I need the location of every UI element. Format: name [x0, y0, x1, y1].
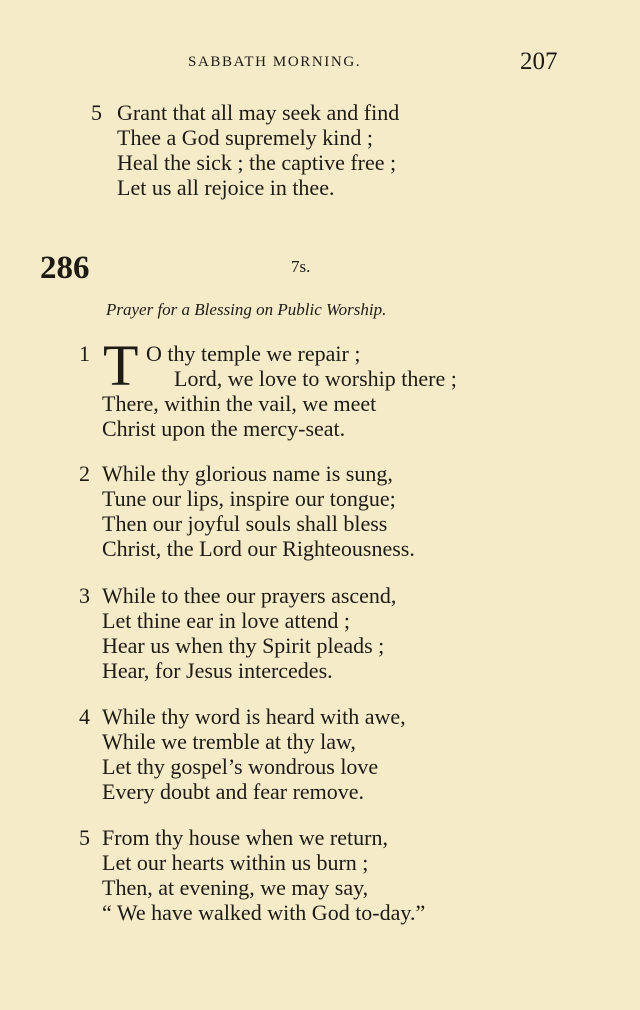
verse-line: Tune our lips, inspire our tongue;: [102, 486, 396, 511]
verse-line: Every doubt and fear remove.: [102, 779, 365, 804]
verse-line: Christ, the Lord our Righteousness.: [102, 536, 415, 561]
drop-cap: T: [103, 333, 139, 398]
verse-line: “ We have walked with God to-day.”: [102, 900, 426, 925]
verse-line: Let us all rejoice in thee.: [117, 175, 335, 200]
verse-line: While to thee our prayers ascend,: [102, 583, 397, 608]
verse-line: Lord, we love to worship there ;: [174, 366, 457, 391]
verse-line: Heal the sick ; the captive free ;: [117, 150, 397, 175]
hymn-title: Prayer for a Blessing on Public Worship.: [106, 300, 387, 319]
verse-line: Then, at evening, we may say,: [102, 875, 369, 900]
verse-line: While thy word is heard with awe,: [102, 704, 406, 729]
verse-line: There, within the vail, we meet: [102, 391, 377, 416]
verse-number: 5: [91, 100, 102, 125]
verse-line: Grant that all may seek and find: [117, 100, 400, 125]
verse-line: Hear us when thy Spirit pleads ;: [102, 633, 385, 658]
page-header: [0, 50, 640, 80]
verse-number: 1: [79, 341, 90, 366]
hymn-meter: 7s.: [291, 257, 311, 276]
verse-line: Let our hearts within us burn ;: [102, 850, 369, 875]
verse-line: Thee a God supremely kind ;: [117, 125, 373, 150]
running-title: SABBATH MORNING.: [188, 54, 362, 70]
verse-line: Christ upon the mercy-seat.: [102, 416, 346, 441]
verse-line: Let thy gospel’s wondrous love: [102, 754, 379, 779]
verse-number: 3: [79, 583, 90, 608]
verse-number: 4: [79, 704, 90, 729]
verse-line: Hear, for Jesus intercedes.: [102, 658, 333, 683]
verse-number: 5: [79, 825, 90, 850]
verse-line: While we tremble at thy law,: [102, 729, 356, 754]
hymn-number: 286: [40, 250, 90, 286]
verse-number: 2: [79, 461, 90, 486]
page-number: 207: [520, 48, 558, 75]
verse-line: From thy house when we return,: [102, 825, 388, 850]
verse-line: While thy glorious name is sung,: [102, 461, 393, 486]
verse-line: Let thine ear in love attend ;: [102, 608, 351, 633]
verse-line: O thy temple we repair ;: [146, 341, 361, 366]
verse-line: Then our joyful souls shall bless: [102, 511, 388, 536]
